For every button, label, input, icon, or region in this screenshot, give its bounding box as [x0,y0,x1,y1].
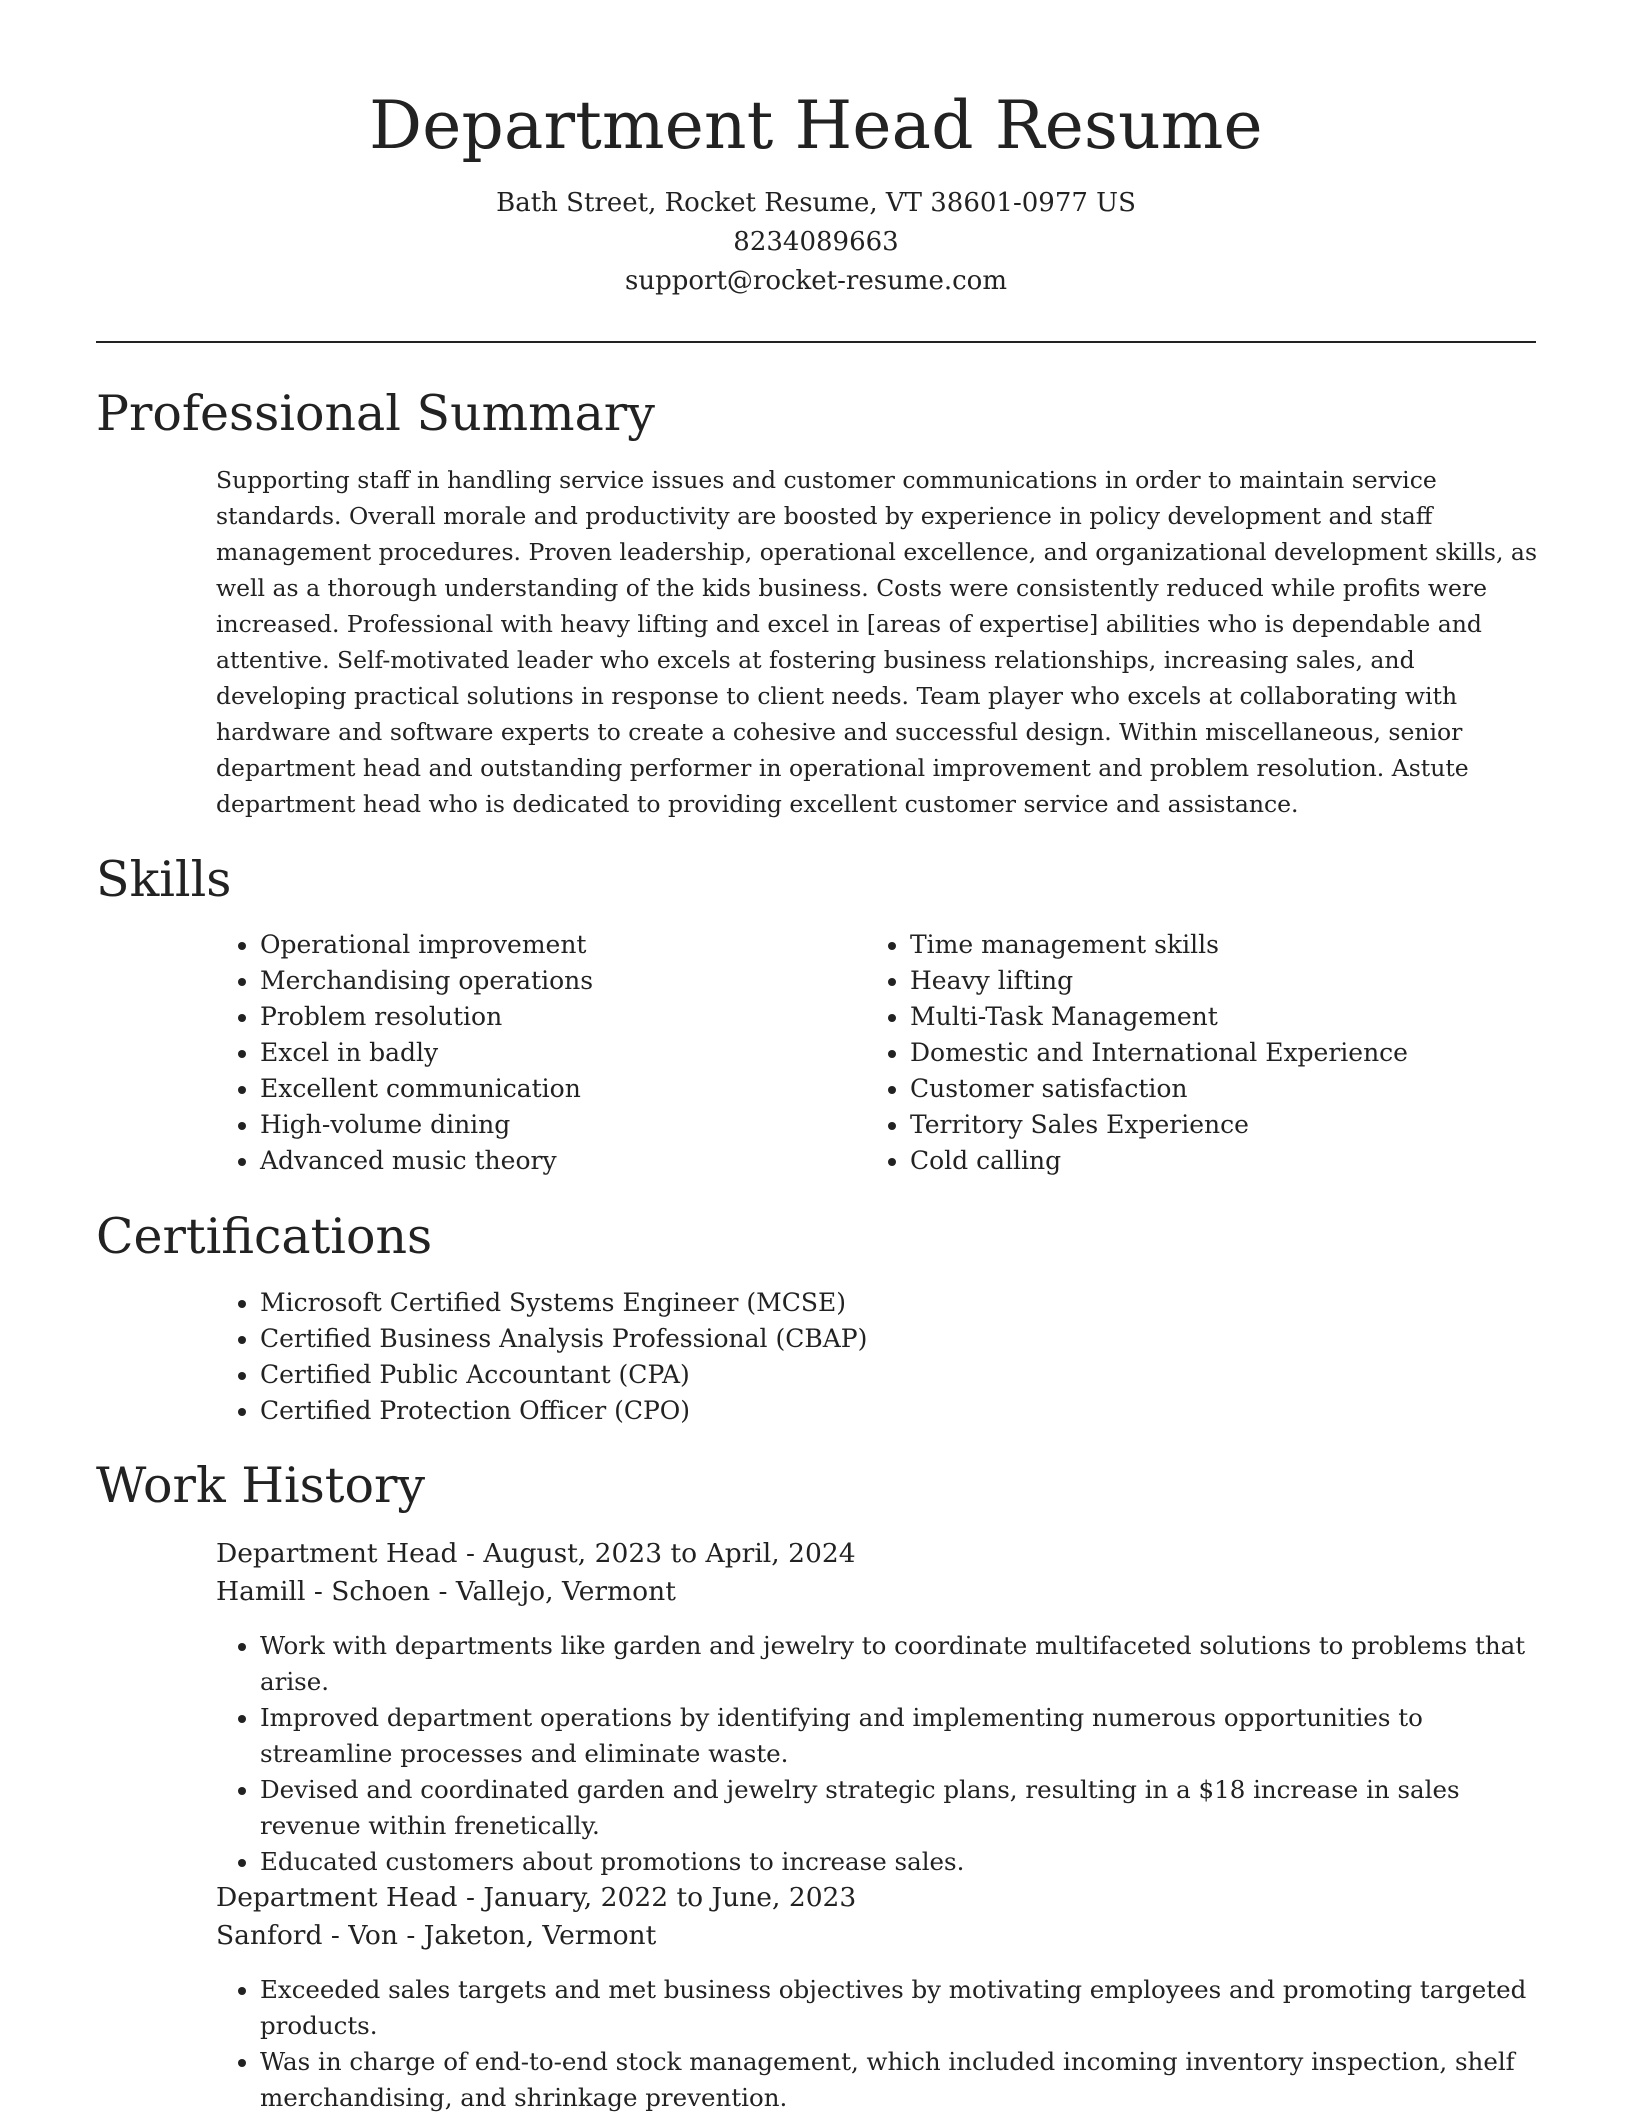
job-title-line: Department Head - August, 2023 to April, 2024 [216,1538,856,1569]
work-history-heading: Work History [96,1457,426,1514]
skill-item: • Excellent communication [260,1071,816,1107]
skill-item: • Advanced music theory [260,1143,816,1179]
skill-item: • Territory Sales Experience [910,1107,1546,1143]
job-title: Department Head [216,1882,458,1913]
resume-title: Department Head Resume [369,87,1263,164]
job-dates: January, 2022 to June, 2023 [483,1882,857,1913]
certification-item: • Certified Business Analysis Professional (CBAP) [260,1321,1416,1357]
summary-heading: Professional Summary [96,385,655,442]
address: Bath Street, Rocket Resume, VT 38601-0977 US [496,188,1136,218]
skill-item: • Excel in badly [260,1035,816,1071]
skill-item: • Problem resolution [260,999,816,1035]
summary-text: Supporting staff in handling service issues and customer communications in order to maintain service standards. Overall morale and productivity are boosted by experience in policy development and staff management procedures. Proven leadership, operational excellence, and organizational development skills, as well as a thorough understanding of the kids business. Costs were consistently reduced while profits were increased. Professional with heavy lifting and excel in [areas of expertise] abilities who is dependable and attentive. Self-motivated leader who excels at fostering business relationships, increasing sales, and developing practical solutions in response to client needs. Team player who excels at collaborating with hardware and software experts to create a cohesive and successful design. Within miscellaneous, senior department head and outstanding performer in operational improvement and problem resolution. Astute department head who is dedicated to providing excellent customer service and assistance. [216,466,1538,818]
skill-item: • Operational improvement [260,927,816,963]
job-dates: August, 2023 to April, 2024 [483,1538,856,1569]
skill-item: • Customer satisfaction [910,1071,1546,1107]
job-bullet: • Exceeded sales targets and met business objectives by motivating employees and promoting targeted products. [260,1972,1550,2044]
certification-item: • Certified Protection Officer (CPO) [260,1393,1416,1429]
job-company: Sanford - Von - Jaketon, Vermont [216,1920,657,1951]
certifications-heading: Certifications [96,1208,433,1265]
skill-item: • Merchandising operations [260,963,816,999]
certification-item: • Certified Public Accountant (CPA) [260,1357,1416,1393]
skill-item: • Domestic and International Experience [910,1035,1546,1071]
skills-column-left [216,927,816,1179]
job-bullet: • Work with departments like garden and jewelry to coordinate multifaceted solutions to problems that arise. [260,1628,1550,1700]
skill-item: • Time management skills [910,927,1546,963]
skill-item: • High-volume dining [260,1107,816,1143]
contact-info [0,184,1632,301]
skills-heading: Skills [96,851,232,908]
certification-item: • Microsoft Certified Systems Engineer (MCSE) [260,1285,1416,1321]
skill-item: • Multi-Task Management [910,999,1546,1035]
phone: 8234089663 [733,227,899,257]
job-bullet: • Devised and coordinated garden and jewelry strategic plans, resulting in a $18 increase in sales revenue within frenetically. [260,1772,1550,1844]
job-title: Department Head [216,1538,458,1569]
certifications-list [216,1285,1416,1429]
email: support@rocket-resume.com [624,266,1007,296]
header-divider [96,341,1536,343]
job-bullet: • Educated customers about promotions to increase sales. [260,1844,1550,1880]
job-bullet: • Improved department operations by identifying and implementing numerous opportunities to streamline processes and eliminate waste. [260,1700,1550,1772]
job-header [216,1879,1516,1955]
skill-item: • Heavy lifting [910,963,1546,999]
skills-column-right [866,927,1546,1179]
job-bullet: • Was in charge of end-to-end stock management, which included incoming inventory inspection, shelf merchandising, and shrinkage prevention. [260,2044,1550,2116]
job-bullets [216,1628,1550,1880]
job-title-line: Department Head - January, 2022 to June, 2023 [216,1882,857,1913]
skill-item: • Cold calling [910,1143,1546,1179]
job-bullets [216,1972,1550,2116]
job-company: Hamill - Schoen - Vallejo, Vermont [216,1576,676,1607]
job-header [216,1535,1516,1611]
resume-header [0,84,1632,301]
